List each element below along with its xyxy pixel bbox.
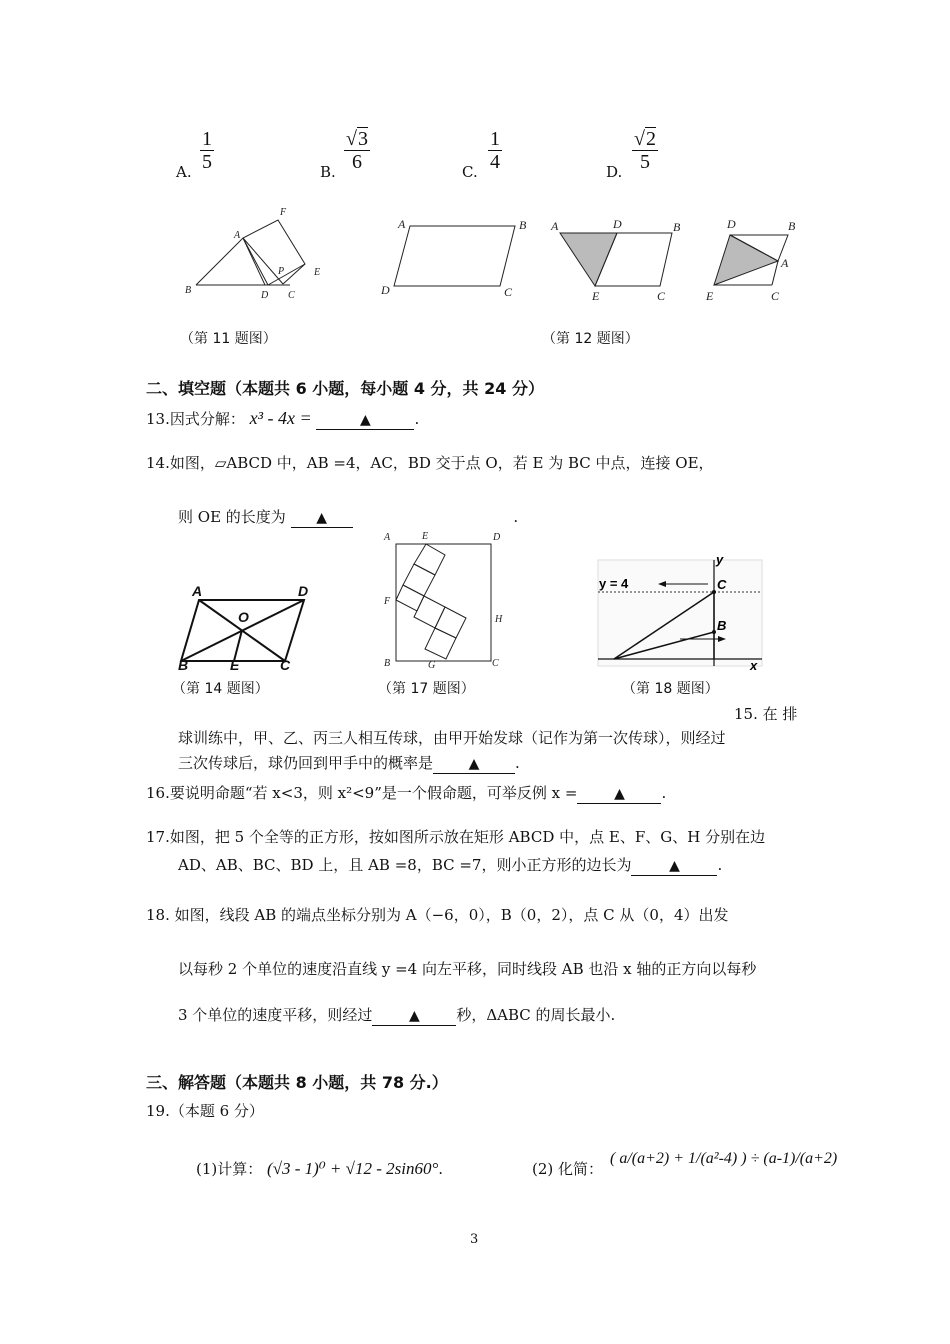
svg-text:B: B xyxy=(788,219,796,233)
svg-text:E: E xyxy=(422,531,429,542)
figure-12-cut xyxy=(545,212,695,307)
question-16: 16.要说明命题“若 x<3，则 x²<9”是一个假命题，可举反例 x = ▲ . xyxy=(146,784,667,802)
svg-text:D: D xyxy=(261,290,269,301)
figure-18 xyxy=(596,552,766,670)
question-15-line1: 15. 在 排 xyxy=(734,705,798,723)
figure-18-caption: （第 18 题图） xyxy=(622,681,719,697)
choice-b-label: B. xyxy=(320,163,336,181)
question-17-line1: 17.如图，把 5 个全等的正方形，按如图所示放在矩形 ABCD 中，点 E、F、G、H 分别在边 xyxy=(146,828,766,846)
question-17-line2: AD、AB、BC、BD 上，且 AB =8，BC =7，则小正方形的边长为 ▲ . xyxy=(178,856,723,874)
question-19-title: 19.（本题 6 分） xyxy=(146,1102,264,1120)
svg-text:A: A xyxy=(192,583,203,599)
figure-11 xyxy=(180,200,340,310)
svg-text:A: A xyxy=(398,217,406,231)
svg-text:E: E xyxy=(706,289,714,303)
figure-14-caption: （第 14 题图） xyxy=(172,681,269,697)
svg-text:D: D xyxy=(381,283,390,297)
choice-c-label: C. xyxy=(462,163,478,181)
question-18-line1: 18. 如图，线段 AB 的端点坐标分别为 A（−6，0），B（0，2），点 C 从（0，4）出发 xyxy=(146,906,729,924)
svg-text:D: D xyxy=(298,583,309,599)
svg-text:x: x xyxy=(750,658,758,670)
svg-text:C: C xyxy=(492,658,499,668)
svg-text:D: D xyxy=(613,217,622,231)
figure-12-caption: （第 12 题图） xyxy=(542,331,639,347)
svg-text:D: D xyxy=(727,217,736,231)
question-13: 13.因式分解： x³ - 4x = ▲ . xyxy=(146,408,420,428)
fig18-line-label: y = 4 xyxy=(599,576,629,591)
figure-14 xyxy=(172,578,322,670)
question-19-part2-label: (2) 化简： xyxy=(532,1160,604,1178)
svg-text:P: P xyxy=(278,266,285,277)
svg-text:B: B xyxy=(384,658,391,668)
svg-text:C: C xyxy=(504,285,513,299)
question-18-line3: 3 个单位的速度平移，则经过 ▲ 秒，ΔABC 的周长最小. xyxy=(178,1006,616,1024)
figure-12-parallelogram xyxy=(378,210,538,305)
svg-text:A: A xyxy=(781,256,789,270)
svg-text:B: B xyxy=(673,220,681,234)
choice-a-label: A. xyxy=(176,163,192,181)
svg-text:C: C xyxy=(717,577,727,592)
svg-text:G: G xyxy=(428,660,436,668)
svg-text:B: B xyxy=(178,657,189,670)
choice-a-fraction: $\frac{1}{5}$ xyxy=(202,128,212,173)
svg-text:F: F xyxy=(384,596,391,607)
question-19-part1: (1)计算： (√3 - 1)⁰ + √12 - 2sin60°. xyxy=(196,1159,444,1178)
svg-text:C: C xyxy=(771,289,780,303)
svg-text:B: B xyxy=(519,218,527,232)
svg-text:E: E xyxy=(314,267,321,278)
svg-text:C: C xyxy=(288,290,295,301)
choice-d-label: D. xyxy=(606,163,623,181)
svg-text:C: C xyxy=(280,657,291,670)
question-18-line2: 以每秒 2 个单位的速度沿直线 y =4 向左平移，同时线段 AB 也沿 x 轴的正方向以每秒 xyxy=(178,960,757,978)
question-15-line3: 三次传球后，球仍回到甲手中的概率是 ▲ . xyxy=(178,754,520,772)
svg-text:A: A xyxy=(234,230,241,241)
choice-c-fraction: $\frac{1}{4}$ xyxy=(490,128,500,173)
svg-text:y: y xyxy=(716,552,724,567)
figure-11-caption: （第 11 题图） xyxy=(180,331,277,347)
svg-text:A: A xyxy=(551,219,559,233)
svg-text:F: F xyxy=(280,207,287,218)
choice-b-fraction: $\frac{√3}{6}$ xyxy=(346,128,368,173)
svg-text:C: C xyxy=(657,289,666,303)
svg-text:B: B xyxy=(185,285,192,296)
choice-d-fraction: $\frac{√2}{5}$ xyxy=(634,128,656,173)
figure-17 xyxy=(380,528,510,668)
section-2-title: 二、填空题（本题共 6 小题，每小题 4 分，共 24 分） xyxy=(146,379,544,398)
question-15-line2: 球训练中，甲、乙、丙三人相互传球，由甲开始发球（记作为第一次传球），则经过 xyxy=(178,729,726,747)
svg-text:B: B xyxy=(717,618,727,633)
figure-12-rearranged xyxy=(700,212,810,307)
svg-text:A: A xyxy=(384,532,391,543)
question-14-line1: 14.如图，▱ABCD 中，AB =4，AC，BD 交于点 O，若 E 为 BC 中点，连接 OE， xyxy=(146,454,714,472)
section-3-title: 三、解答题（本题共 8 小题，共 78 分.） xyxy=(146,1073,448,1092)
svg-text:E: E xyxy=(230,657,240,670)
question-19-part2-expr: ( a/(a+2) + 1/(a²-4) ) ÷ (a-1)/(a+2) xyxy=(610,1150,838,1167)
question-14-line2: 则 OE 的长度为 ▲ . xyxy=(178,508,519,526)
svg-text:O: O xyxy=(238,609,249,625)
svg-text:H: H xyxy=(495,614,503,625)
svg-text:D: D xyxy=(493,532,501,543)
figure-17-caption: （第 17 题图） xyxy=(378,681,475,697)
page-number: 3 xyxy=(470,1232,479,1247)
svg-text:E: E xyxy=(592,289,600,303)
